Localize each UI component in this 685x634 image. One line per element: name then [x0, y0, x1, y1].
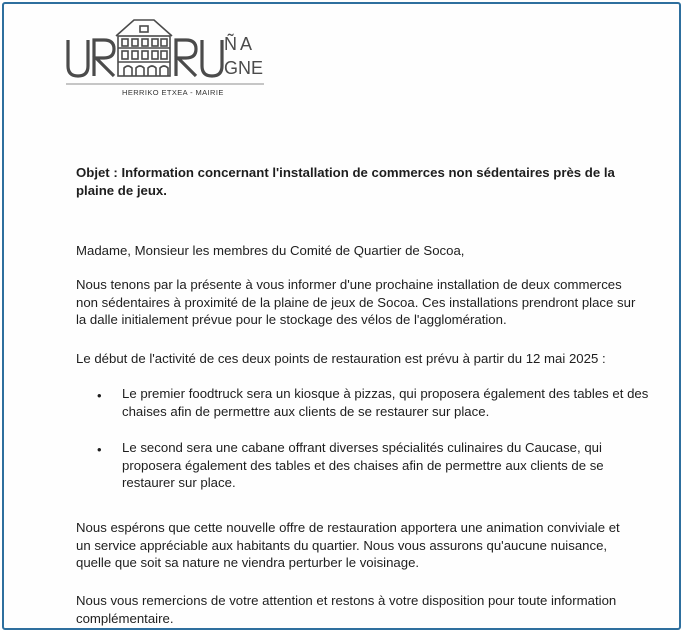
- paragraph-intro: Nous tenons par la présente à vous informer d'une prochaine installation de deux commerces non sédentaires à proximité de la plaine de jeux de Socoa. Ces installations prendront place sur la dalle initialement prévue pour le stockage des vélos de l'agglomération.: [76, 277, 636, 327]
- document-page: [2, 2, 681, 630]
- subject-label: Objet :: [76, 165, 118, 180]
- bullet-item-pizza-kiosk: Le premier foodtruck sera un kiosque à pizzas, qui proposera également des tables et des chaises afin de permettre aux clients de se restaurer sur place.: [122, 386, 649, 419]
- paragraph-start-date: Le début de l'activité de ces deux points de restauration est prévu à partir du 12 mai 2025 :: [76, 351, 606, 366]
- bullet-dot-icon: •: [97, 388, 102, 403]
- subject-text: Information concernant l'installation de commerces non sédentaires près de la plaine de jeux.: [76, 165, 615, 198]
- bullet-dot-icon: •: [97, 442, 102, 457]
- logo-subtitle: HERRIKO ETXEA - MAIRIE: [122, 88, 224, 97]
- greeting: Madame, Monsieur les membres du Comité de Quartier de Socoa,: [76, 243, 465, 258]
- mairie-logo: [64, 14, 274, 98]
- paragraph-closing: Nous vous remercions de votre attention et restons à votre disposition pour toute information complémentaire.: [76, 593, 617, 626]
- logo-gne: GNE: [224, 58, 264, 78]
- subject-line: [76, 164, 636, 199]
- logo-n-tilde: Ñ: [224, 34, 237, 54]
- paragraph-hopes: Nous espérons que cette nouvelle offre de restauration apportera une animation conviviale et un service appréciable aux habitants du quartier. Nous vous assurons qu'aucune nuisance, quelle que soit sa nature ne viendra perturber le voisinage.: [76, 520, 620, 570]
- logo-a: A: [240, 34, 253, 54]
- bullet-item-caucasus-cabin: Le second sera une cabane offrant diverses spécialités culinaires du Caucase, qui proposera également des tables et des chaises afin de permettre aux clients de se restaurer sur place.: [122, 440, 604, 490]
- town-hall-building-icon: [64, 14, 274, 88]
